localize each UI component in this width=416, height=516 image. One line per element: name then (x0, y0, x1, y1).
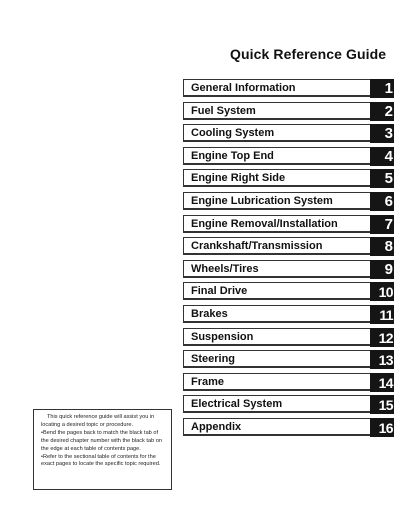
chapter-row[interactable] (183, 147, 393, 165)
chapter-number-tab[interactable]: 11 (370, 305, 394, 324)
chapter-row[interactable] (183, 79, 393, 97)
chapter-row[interactable] (183, 350, 393, 368)
chapter-label: Frame (191, 375, 225, 388)
chapter-row[interactable] (183, 124, 393, 142)
chapter-row[interactable] (183, 328, 393, 346)
chapter-number-tab[interactable]: 5 (370, 169, 394, 188)
chapter-row[interactable] (183, 102, 393, 120)
chapter-guide (183, 79, 393, 441)
page-title: Quick Reference Guide (230, 46, 387, 62)
chapter-row[interactable] (183, 373, 393, 391)
chapter-label: General Information (191, 82, 296, 94)
chapter-label: Electrical System (191, 398, 283, 411)
chapter-number-tab[interactable]: 15 (370, 395, 394, 414)
chapter-row[interactable] (183, 282, 393, 300)
chapter-label: Steering (191, 353, 236, 366)
chapter-row[interactable] (183, 395, 393, 413)
chapter-number-tab[interactable]: 6 (370, 192, 394, 211)
chapter-number-tab[interactable]: 13 (370, 350, 394, 369)
chapter-label: Fuel System (191, 104, 256, 117)
chapter-number-tab[interactable]: 12 (370, 328, 394, 347)
chapter-label: Wheels/Tires (191, 262, 259, 275)
chapter-label: Engine Lubrication System (191, 194, 333, 207)
chapter-number-tab[interactable]: 2 (370, 102, 394, 121)
chapter-number-tab[interactable]: 1 (370, 79, 394, 98)
chapter-row[interactable] (183, 169, 393, 187)
chapter-label: Cooling System (191, 127, 275, 140)
chapter-label: Suspension (191, 330, 254, 343)
chapter-number-tab[interactable]: 8 (370, 237, 394, 256)
chapter-label: Crankshaft/Transmission (191, 240, 323, 253)
chapter-number-tab[interactable]: 4 (370, 147, 394, 166)
chapter-number-tab[interactable]: 14 (370, 373, 394, 392)
chapter-number-tab[interactable]: 10 (370, 282, 394, 301)
chapter-label: Appendix (191, 420, 242, 433)
chapter-label: Engine Removal/Installation (191, 217, 338, 230)
chapter-number-tab[interactable]: 7 (370, 215, 394, 234)
chapter-label: Brakes (191, 307, 228, 320)
chapter-row[interactable] (183, 260, 393, 278)
chapter-number-tab[interactable]: 3 (370, 124, 394, 143)
usage-note-box (33, 409, 172, 490)
chapter-row[interactable] (183, 418, 393, 436)
chapter-row[interactable] (183, 192, 393, 210)
chapter-row[interactable] (183, 305, 393, 323)
chapter-label: Engine Top End (191, 149, 274, 162)
chapter-label: Final Drive (191, 285, 248, 298)
chapter-number-tab[interactable]: 9 (370, 260, 394, 279)
chapter-row[interactable] (183, 215, 393, 233)
usage-note-intro: This quick reference guide will assist you in locating a desired topic or procedure. (41, 414, 155, 428)
usage-note-bullet-refer: •Refer to the sectional table of contents for the exact pages to locate the specific topic required. (41, 453, 161, 468)
chapter-number-tab[interactable]: 16 (370, 418, 394, 437)
chapter-label: Engine Right Side (191, 172, 286, 185)
chapter-row[interactable] (183, 237, 393, 255)
usage-note-bullet-bend: •Bend the pages back to match the black tab of the desired chapter number with the black tab on the edge at each table of contents page. (41, 429, 162, 452)
